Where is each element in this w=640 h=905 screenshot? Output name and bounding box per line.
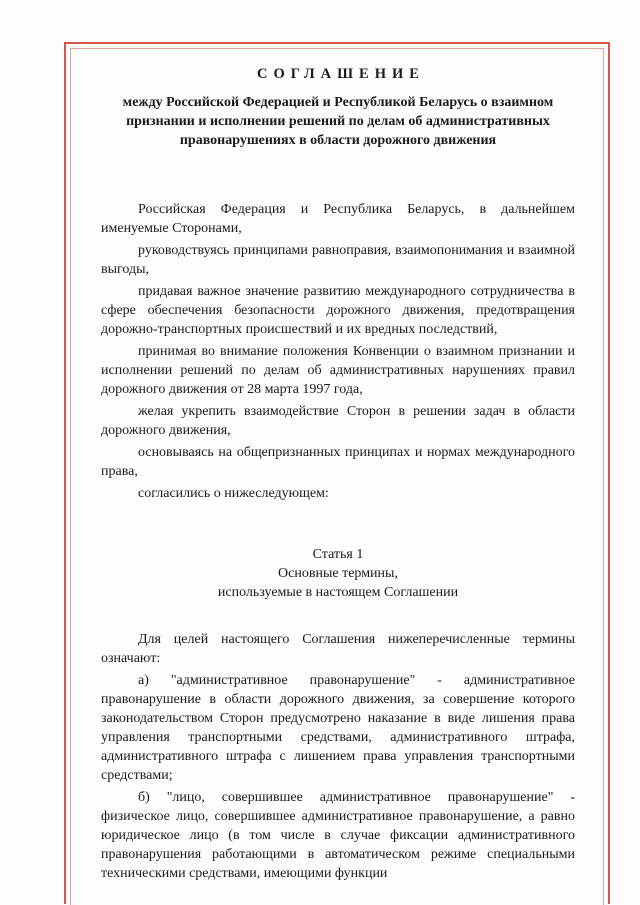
article-heading-line: используемые в настоящем Соглашении — [217, 585, 459, 600]
subtitle-line: между Российской Федерацией и Республикой Беларусь о взаимном — [122, 95, 554, 110]
article-heading — [101, 545, 575, 602]
preamble-paragraph: желая укрепить взаимодействие Сторон в решении задач в области дорожного движения, — [101, 404, 575, 438]
document-title: СОГЛАШЕНИЕ — [257, 66, 425, 82]
article-number: Статья 1 — [312, 547, 364, 562]
article-paragraph: Для целей настоящего Соглашения нижеперечисленные термины означают: — [101, 632, 575, 666]
preamble — [101, 200, 575, 503]
article-heading-line: Основные термины, — [278, 566, 398, 581]
document-content — [101, 66, 575, 886]
article-body — [101, 630, 575, 883]
preamble-paragraph: принимая во внимание положения Конвенции о взаимном признании и исполнении решений по делам об административных нарушениях правил дорожного движения от 28 марта 1997 года, — [101, 344, 575, 397]
article-paragraph: а) "административное правонарушение" - административное правонарушение в области дорожного движения, за совершение которого законодательством Сторон предусмотрено наказание в виде лишения права управления транспортными средствами, административного штрафа, административного штрафа с лишением права управления транспортными средствами; — [101, 673, 575, 783]
preamble-paragraph: Российская Федерация и Республика Беларусь, в дальнейшем именуемые Сторонами, — [101, 202, 575, 236]
article-paragraph: б) "лицо, совершившее административное правонарушение" - физическое лицо, совершившее административное правонарушение, а равно юридическое лицо (в том числе в случае фиксации административного правонарушения работающими в автоматическом режиме специальными техническими средствами, имеющими функции — [101, 790, 575, 881]
preamble-paragraph: придавая важное значение развитию международного сотрудничества в сфере обеспечения безопасности дорожного движения, предотвращения дорожно-транспортных происшествий и их вредных последствий, — [101, 284, 575, 337]
preamble-paragraph: согласились о нижеследующем: — [138, 486, 329, 501]
preamble-paragraph: основываясь на общепризнанных принципах и нормах международного права, — [101, 445, 575, 479]
document-subtitle — [101, 93, 575, 150]
preamble-paragraph: руководствуясь принципами равноправия, взаимопонимания и взаимной выгоды, — [101, 243, 575, 277]
subtitle-line: правонарушениях в области дорожного движения — [179, 133, 497, 148]
subtitle-line: признании и исполнении решений по делам об административных — [126, 114, 550, 129]
